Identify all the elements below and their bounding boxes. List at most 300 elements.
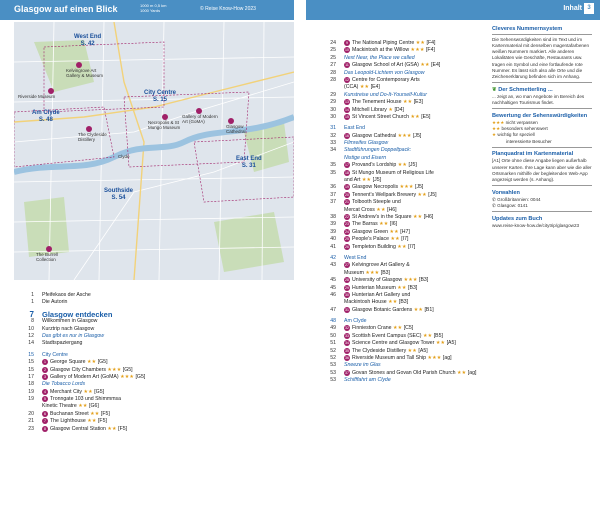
entry-label: Glasgow City Chambers [50, 366, 106, 373]
section-heading-row[interactable] [316, 318, 486, 325]
list-item[interactable] [14, 396, 294, 403]
entry-label: City Centre [42, 351, 68, 358]
header-bar-left [0, 0, 294, 20]
info-heading-updates: Updates zum Buch [492, 215, 543, 222]
entry-text [344, 292, 410, 299]
grid-ref: [H6] [387, 206, 397, 213]
grid-ref: [A5] [446, 340, 456, 347]
list-item[interactable] [316, 277, 486, 284]
poi-number-badge: 6 [42, 411, 48, 417]
divider [492, 82, 592, 83]
page-ref: 28 [330, 76, 336, 83]
poi-number-badge: 37 [345, 370, 349, 375]
poi-number-badge: 31 [345, 307, 349, 312]
entry-text [344, 133, 421, 140]
list-item[interactable] [316, 348, 486, 355]
entry-text [344, 155, 386, 162]
list-item[interactable] [316, 70, 486, 77]
page-ref: 53 [330, 369, 336, 376]
section-heading-row[interactable] [316, 255, 486, 262]
grid-ref: [B3] [408, 284, 418, 291]
poi-number-badge: 29 [345, 285, 349, 290]
entry-label: Mitchell Library [352, 106, 387, 113]
entry-label: Stadtführungen Doppeltpack: [344, 147, 412, 154]
grid-ref: [B3] [380, 269, 390, 276]
entry-text [344, 262, 410, 269]
rating-stars: ★★ [389, 228, 399, 235]
page-ref: 39 [330, 221, 336, 228]
page-ref: 53 [330, 377, 336, 384]
phone-row: ✆ Großbritannien: 0044 [492, 196, 541, 202]
entry-text [344, 270, 390, 277]
grid-ref: [H7] [400, 228, 410, 235]
list-item[interactable] [316, 170, 486, 177]
list-item[interactable] [14, 426, 294, 433]
page-ref: 50 [330, 332, 336, 339]
rating-stars: ★★ [397, 162, 408, 169]
list-item[interactable] [14, 403, 294, 410]
poi-number-badge: 33 [345, 333, 349, 338]
phone-icon: ✆ [492, 196, 496, 202]
page-ref: 15 [28, 366, 34, 373]
entry-text [344, 140, 388, 147]
grid-ref: [G6] [89, 403, 99, 410]
divider [492, 211, 592, 212]
list-item[interactable] [316, 262, 486, 269]
list-item[interactable] [316, 362, 486, 369]
page-ref: 30 [330, 106, 336, 113]
poi-number-badge: 3 [42, 374, 48, 380]
rating-stars: ★★ [90, 410, 100, 417]
rating-stars: ★★ [390, 236, 400, 243]
grid-ref: [G5] [135, 373, 146, 380]
page-ref: 1 [31, 292, 34, 298]
entry-text [344, 214, 433, 221]
list-item[interactable] [316, 292, 486, 299]
grid-ref: [ag] [467, 369, 477, 376]
rating-stars: ★★ [379, 221, 389, 228]
entry-text [42, 381, 85, 388]
entry-label: Templeton Building [352, 243, 396, 250]
list-item[interactable] [316, 84, 486, 91]
entry-label: Hunterian Museum [352, 284, 396, 291]
copyright: © Reise Know-How 2023 [200, 6, 256, 12]
info-text-grid: [A1] Orte ohne diese Angabe liegen außerhalb unserer Karten. Ihre Lage kann aber wie die aller Ortsmarken mithilfe der begleitenden Web-App angezeigt werden (s. Anhang). [492, 158, 592, 183]
rating-stars: ★★★ [427, 355, 442, 362]
rating-stars: ★★ [87, 418, 97, 425]
grid-ref: [J5] [428, 191, 437, 198]
entry-text [344, 333, 443, 340]
entry-label: Kinetic Theatre [42, 403, 77, 410]
list-item[interactable] [14, 359, 294, 366]
list-item[interactable] [316, 270, 486, 277]
entry-text [344, 236, 408, 243]
list-item[interactable] [316, 214, 486, 221]
list-item[interactable] [316, 47, 486, 54]
rating-row: ★★ besonders sehenswert [492, 126, 548, 132]
grid-ref: [G5] [97, 359, 108, 366]
entry-label: Centre for Contemporary Arts [352, 76, 420, 83]
page-ref: 40 [330, 236, 336, 243]
entry-label: Museum [344, 269, 364, 276]
page-ref: 24 [330, 40, 336, 46]
rating-stars: ★★ [376, 206, 386, 213]
poi-number-badge: 14 [345, 107, 349, 112]
entry-text [42, 333, 104, 340]
rating-stars: ★★ [388, 299, 398, 306]
page-ref: 27 [330, 62, 336, 69]
entry-label: Next Near, the Place we called [344, 54, 415, 61]
list-item[interactable] [14, 299, 294, 306]
grid-ref: [F5] [100, 410, 110, 417]
entry-text [344, 177, 381, 184]
area-label-southside: Southside S. 54 [104, 188, 134, 201]
page-ref: 15 [28, 351, 34, 358]
entry-text [344, 62, 440, 69]
entry-label: Hunterian Art Gallery und [352, 291, 411, 298]
grid-ref: [J5] [372, 177, 382, 184]
entry-text [344, 255, 366, 262]
list-item[interactable] [316, 370, 486, 377]
page-ref: 31 [330, 125, 336, 132]
entry-label: The National Piping Centre [352, 40, 415, 46]
header-bar-right [306, 0, 600, 20]
entry-text [344, 318, 367, 325]
poi-number-badge: 25 [345, 237, 349, 242]
entry-label: Kurztrip nach Glasgow [42, 325, 95, 332]
list-item[interactable] [14, 340, 294, 347]
rating-stars: ★★ [410, 113, 420, 120]
page-ref: 52 [330, 347, 336, 354]
entry-label: Pfeifekaos der Asche [42, 292, 91, 298]
page-ref: 37 [330, 199, 336, 206]
grid-ref: [J5] [408, 162, 417, 169]
entry-label: Die Autorin [42, 299, 68, 306]
page-ref: 1 [31, 299, 34, 306]
poi-number-badge: 13 [345, 100, 349, 105]
list-item[interactable] [316, 236, 486, 243]
list-item[interactable] [316, 325, 486, 332]
grid-ref: [J5] [412, 132, 422, 139]
page-ref: 42 [330, 254, 336, 261]
entry-text [344, 244, 415, 251]
entry-text [344, 162, 417, 169]
rating-stars: ★★★ [107, 366, 122, 373]
entry-text [344, 229, 410, 236]
page-ref: 29 [330, 91, 336, 98]
map-poi-label: The Clydeside Distillery [78, 132, 107, 142]
page-ref: 17 [28, 373, 34, 380]
page-ref: 52 [330, 355, 336, 362]
entry-label: University of Glasgow [352, 277, 403, 284]
entry-text [42, 367, 133, 374]
list-item[interactable] [316, 40, 486, 47]
entry-text [344, 377, 391, 384]
entry-label: Scottish Event Campus (SEC) [352, 332, 422, 339]
rating-stars: ★★ [420, 62, 430, 69]
list-item[interactable] [14, 381, 294, 388]
poi-number-badge: 11 [345, 63, 349, 68]
entry-text [344, 147, 411, 154]
rating-row: ★★★ nicht verpassen [492, 119, 538, 125]
entry-label: Tolbooth Steeple und [352, 199, 401, 206]
entry-text [344, 192, 437, 199]
page-ref: 35 [330, 162, 336, 169]
poi-number-badge: 35 [345, 348, 349, 353]
page-ref: 10 [28, 325, 34, 332]
entry-text [344, 170, 434, 177]
page-ref: 49 [330, 325, 336, 332]
info-heading-numbering: Cleveres Nummernsystem [492, 26, 563, 32]
entry-text [344, 325, 413, 332]
page-ref: 15 [28, 359, 34, 366]
entry-text [42, 426, 127, 433]
section-heading-row[interactable] [316, 125, 486, 132]
entry-label: Provand's Lordship [352, 162, 397, 169]
grid-ref: [E5] [421, 113, 431, 120]
page-ref: 53 [330, 362, 336, 369]
grid-ref: [I7] [401, 236, 409, 243]
rating-stars: ★★★ [399, 184, 414, 191]
grid-ref: [F5] [97, 418, 107, 425]
poi-number-badge: 30 [345, 292, 349, 297]
page-ref: 28 [330, 69, 336, 76]
entry-text [344, 99, 423, 106]
poi-number-badge: 21 [345, 200, 349, 205]
list-item[interactable] [316, 244, 486, 251]
list-item[interactable] [316, 62, 486, 69]
divider [492, 147, 592, 148]
list-item[interactable] [316, 162, 486, 169]
grid-ref: [C5] [403, 325, 414, 332]
scale-bar: 1000 m 0,5 km 1000 Yards [140, 3, 167, 13]
poi-number-badge: 5 [42, 396, 48, 402]
grid-ref: [B3] [419, 277, 429, 284]
entry-label: St Andrew's in the Square [352, 213, 412, 220]
phone-icon: ✆ [492, 203, 496, 209]
entry-label: Buchanan Street [50, 410, 89, 417]
page-ref: 46 [330, 291, 336, 298]
entry-label: Tennent's Wellpark Brewery [352, 191, 417, 198]
map-poi-label: Glasgow Cathedral [226, 124, 246, 134]
page-ref: 51 [330, 340, 336, 347]
list-item[interactable] [316, 333, 486, 340]
page-ref: 45 [330, 277, 336, 284]
entry-label: and Art [344, 177, 361, 184]
list-item[interactable] [316, 377, 486, 384]
entry-text [344, 299, 408, 306]
entry-label: Tronngate 103 und Shimmmsa [50, 396, 122, 403]
entry-label: Riverside Museum and Tall Ship [352, 355, 427, 362]
entry-text [344, 207, 397, 214]
list-item[interactable] [316, 155, 486, 162]
poi-number-badge: 4 [42, 389, 48, 395]
entry-text [42, 340, 82, 347]
list-item[interactable] [14, 389, 294, 396]
info-heading-butterfly: ❦ Der Schmetterling ... [492, 86, 553, 93]
list-item[interactable] [14, 374, 294, 381]
page-ref: 7 [29, 309, 34, 319]
entry-text [344, 77, 420, 84]
list-item[interactable] [316, 133, 486, 140]
divider [492, 34, 592, 35]
entry-label: Glasgow Botanic Gardens [352, 306, 413, 313]
city-map[interactable] [14, 22, 294, 280]
map-title: Glasgow auf einen Blick [14, 4, 118, 14]
list-item[interactable] [316, 207, 486, 214]
poi-number-badge: 22 [345, 214, 349, 219]
page-ref: 12 [28, 332, 34, 339]
list-item[interactable] [316, 107, 486, 114]
entry-text [42, 374, 145, 381]
page-ref: 19 [28, 396, 34, 403]
rating-stars: ★★★ [365, 269, 380, 276]
list-item[interactable] [14, 318, 294, 325]
list-item[interactable] [14, 367, 294, 374]
rating-stars: ★★★ [120, 373, 135, 380]
poi-number-badge: 28 [345, 278, 349, 283]
entry-text [344, 307, 434, 314]
list-item[interactable] [316, 184, 486, 191]
poi-number-badge: 7 [42, 418, 48, 424]
rating-stars: ★★ [417, 191, 427, 198]
entry-text [344, 362, 381, 369]
entry-label: Gallery of Modern Art (GoMA) [50, 373, 119, 380]
rating-stars: ★★ [415, 40, 426, 46]
entry-text [344, 47, 435, 54]
entry-label: (CCA) [344, 84, 359, 91]
entry-label: The Lighthouse [50, 418, 86, 425]
entry-label: East End [344, 125, 366, 132]
poi-number-badge: 9 [344, 40, 350, 46]
rating-stars: ★★★ [397, 132, 412, 139]
page-ref: 25 [330, 47, 336, 54]
grid-ref: [G5] [122, 366, 133, 373]
list-item[interactable] [14, 411, 294, 418]
entry-text [42, 318, 97, 325]
page-ref: 19 [28, 388, 34, 395]
list-item[interactable] [316, 77, 486, 84]
section-heading-row[interactable] [14, 311, 294, 318]
list-item[interactable] [316, 307, 486, 314]
entry-text [42, 352, 68, 359]
poi-number-badge: 15 [345, 114, 349, 119]
poi-number-badge: 26 [345, 244, 349, 249]
grid-ref: [B3] [398, 299, 409, 306]
entry-label: Kunstreise und Do-It-Yourself-Kultur [344, 91, 428, 98]
rating-stars: ★★ [86, 359, 97, 366]
entry-text [42, 292, 91, 299]
entry-label: Das gibt es nur in Glasgow [42, 332, 104, 339]
list-item[interactable] [14, 333, 294, 340]
entry-label: The Tenement House [352, 99, 402, 106]
divider [492, 185, 592, 186]
info-text-butterfly: ... zeigt an, wo man Angebote im Bereich des nachhaltigen Tourismus findet. [492, 93, 585, 106]
info-column [492, 22, 592, 229]
entry-label: West End [344, 254, 367, 261]
area-label-am-clyde: Am Clyde S. 48 [32, 110, 60, 123]
list-item[interactable] [316, 340, 486, 347]
rating-stars: ★★ [412, 213, 423, 220]
entry-text [344, 70, 424, 77]
entry-text [344, 348, 428, 355]
page-ref: 30 [330, 113, 336, 120]
list-item[interactable] [316, 285, 486, 292]
poi-number-badge: 10 [345, 48, 349, 53]
area-label-east-end: East End S. 31 [236, 156, 262, 169]
entry-label: Mackintosh at the Willow [352, 47, 410, 54]
list-item[interactable] [316, 221, 486, 228]
entry-text [344, 370, 476, 377]
entry-label: Das Leopold-Lichtem von Glasgow [344, 69, 425, 76]
list-item[interactable] [316, 114, 486, 121]
info-heading-rating: Bewertung der Sehenswürdigkeiten [492, 112, 588, 119]
page-ref: 45 [330, 284, 336, 291]
list-item[interactable] [316, 140, 486, 147]
list-item[interactable] [316, 199, 486, 206]
poi-number-badge: 17 [345, 163, 349, 168]
list-item[interactable] [316, 147, 486, 154]
list-item[interactable] [14, 418, 294, 425]
poi-number-badge: 24 [345, 229, 349, 234]
updates-link[interactable]: www.reise-know-how.de/citytrip/glasgow23 [492, 223, 580, 229]
page-ref: 20 [28, 410, 34, 417]
entry-label: St Mungo Museum of Religious Life [352, 169, 434, 176]
info-text-numbering: Die Sehenswürdigkeiten sind im Text und im Kartenmaterial mit denselben magentafarbenen weißen Nummern markiert. Alle anderen Lokalitäten wie Geschäfte, Restaurants usw. tragen ein Symbol und eine fortlaufende rote Nummer. Es lässt sich also alle Orte und die Zeichenerklärung befinden sich im Anhang. [492, 36, 590, 79]
poi-number-badge: 8 [42, 426, 48, 432]
entry-label: Finnieston Crane [352, 325, 392, 332]
list-item[interactable] [316, 355, 486, 362]
entry-label: Glasgow Green [352, 228, 389, 235]
rating-stars: ★★ [392, 325, 403, 332]
entry-label: Science Centre and Glasgow Tower [352, 340, 435, 347]
page-ref: 48 [330, 318, 336, 325]
list-item[interactable] [316, 92, 486, 99]
list-item[interactable] [316, 192, 486, 199]
page-ref: 37 [330, 191, 336, 198]
entry-label: Filmreifes Glasgow [344, 140, 389, 147]
poi-number-badge: 12 [345, 77, 349, 82]
rating-stars: ★★ [397, 284, 407, 291]
entry-label: The Clydeside Distillery [352, 347, 407, 354]
rating-stars: ★★ [422, 332, 433, 339]
entry-text [42, 403, 99, 410]
page-ref: 35 [330, 169, 336, 176]
page-header [0, 0, 600, 22]
grid-ref: [F4] [426, 40, 436, 46]
list-item[interactable] [316, 55, 486, 62]
list-item[interactable] [316, 299, 486, 306]
list-item[interactable] [316, 99, 486, 106]
list-item[interactable] [14, 292, 294, 299]
page-ref: 18 [28, 381, 34, 388]
list-item[interactable] [316, 229, 486, 236]
list-item[interactable] [14, 326, 294, 333]
page-ref: 39 [330, 228, 336, 235]
page-ref: 41 [330, 243, 336, 250]
poi-number-badge: 20 [345, 192, 349, 197]
map-poi-label: Gallery of Modern Art (GoMA) [182, 114, 218, 124]
poi-number-badge: 16 [345, 133, 349, 138]
list-item[interactable] [316, 177, 486, 184]
entry-text [344, 277, 428, 284]
section-heading-row[interactable] [14, 352, 294, 359]
entry-text [344, 340, 456, 347]
rating-stars: ★★ [402, 99, 413, 106]
divider [492, 108, 592, 109]
poi-number-badge: 1 [42, 359, 48, 365]
rating-stars: ★★ [361, 177, 372, 184]
